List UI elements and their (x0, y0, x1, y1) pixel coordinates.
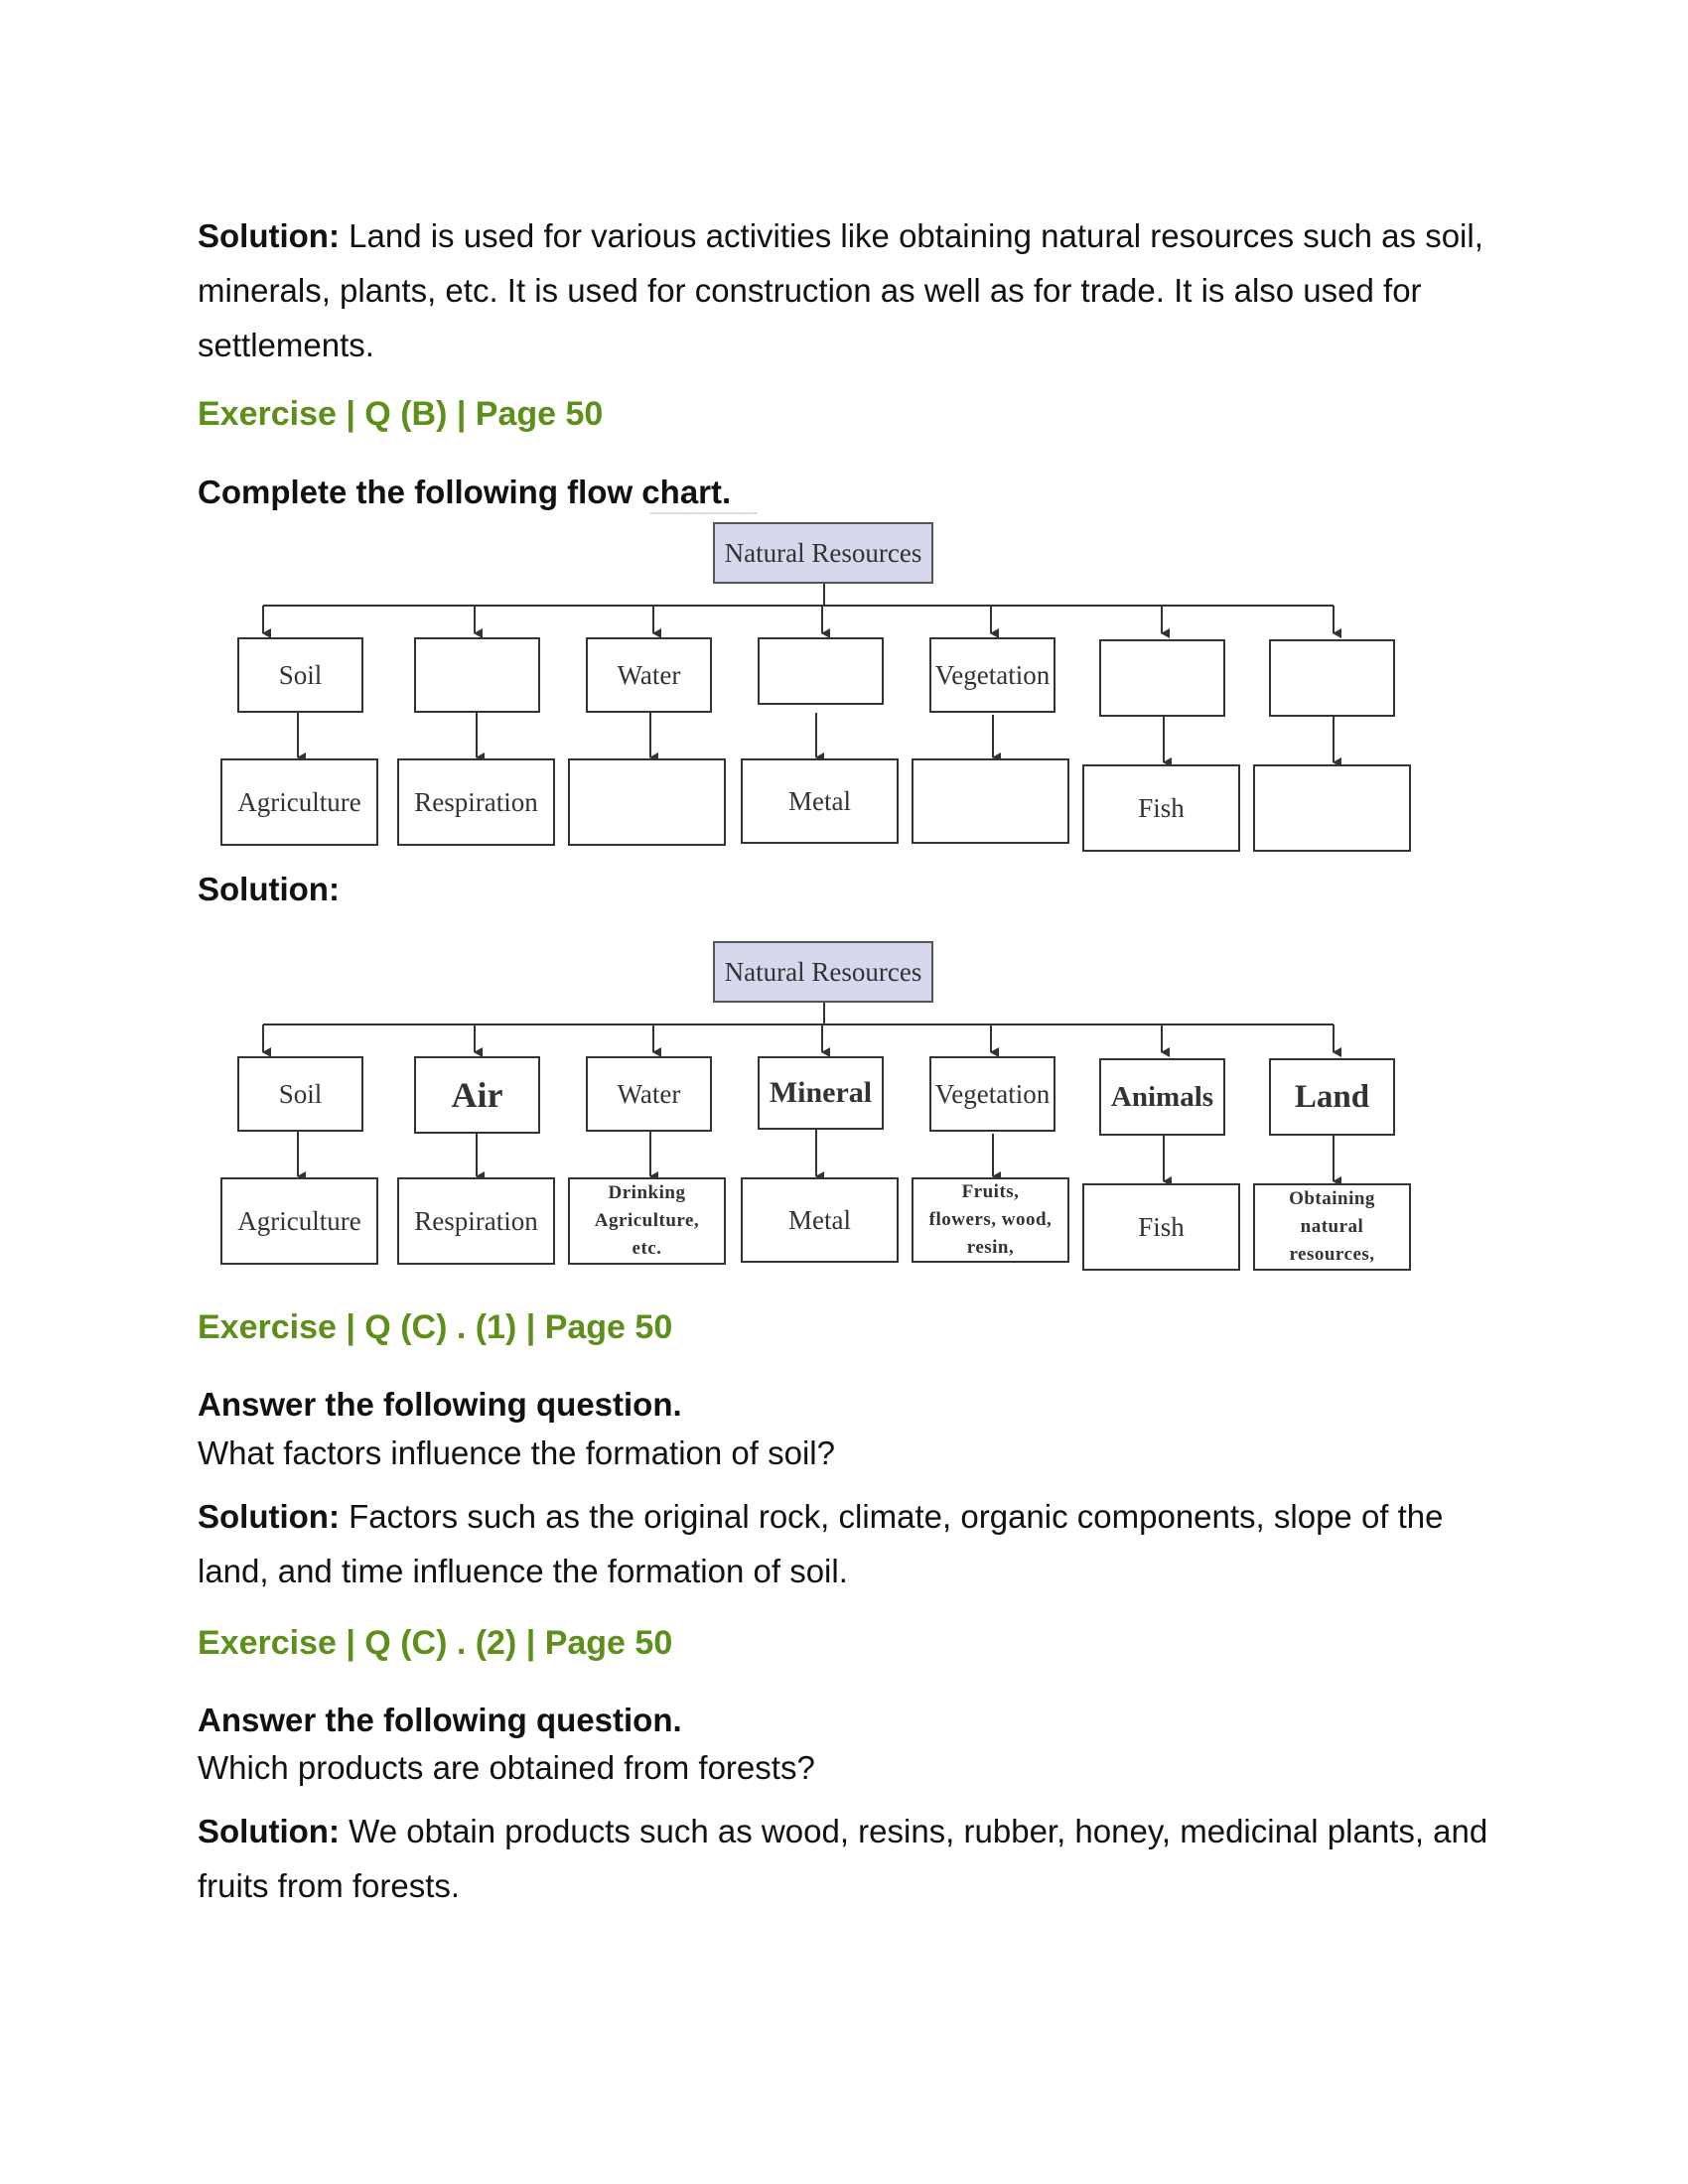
solution-text: We obtain products such as wood, resins, rubber, honey, medicinal plants, and fruits from forests. (198, 1813, 1488, 1904)
solution-label: Solution: (198, 1498, 340, 1535)
flowchart-answer (0, 925, 1688, 1302)
exercise-heading: Exercise | Q (B) | Page 50 (198, 395, 604, 433)
node-bottom-5 (912, 758, 1069, 844)
node-top-7 (1269, 639, 1395, 717)
node-bottom-2: Respiration (397, 1177, 555, 1265)
solution-label: Solution: (198, 217, 340, 254)
node-top-6 (1099, 639, 1225, 717)
flowchart-question (0, 506, 1688, 884)
question-prompt: Answer the following question. (198, 1702, 682, 1738)
node-top-3: Water (586, 1056, 712, 1132)
node-bottom-6: Fish (1082, 764, 1240, 852)
answer-paragraph (198, 1804, 1488, 1913)
solution-text: Factors such as the original rock, climate, organic components, slope of the land, and time influence the formation of soil. (198, 1498, 1444, 1589)
node-top-6: Animals (1099, 1058, 1225, 1136)
node-top-2 (414, 637, 540, 713)
question-text: Which products are obtained from forests? (198, 1749, 815, 1786)
node-bottom-3 (568, 758, 726, 846)
node-top-5: Vegetation (929, 1056, 1055, 1132)
node-top-1: Soil (237, 1056, 363, 1132)
exercise-heading: Exercise | Q (C) . (2) | Page 50 (198, 1624, 673, 1662)
node-bottom-7: Obtaining natural resources, (1253, 1183, 1411, 1271)
node-bottom-3: Drinking Agriculture, etc. (568, 1177, 726, 1265)
node-top-4 (758, 637, 884, 705)
question-prompt: Complete the following flow chart. (198, 474, 732, 510)
node-bottom-1: Agriculture (220, 758, 378, 846)
node-bottom-1: Agriculture (220, 1177, 378, 1265)
node-top-3: Water (586, 637, 712, 713)
question-prompt: Answer the following question. (198, 1386, 682, 1423)
node-bottom-4: Metal (741, 1177, 899, 1263)
answer-paragraph (198, 1489, 1488, 1598)
node-bottom-7 (1253, 764, 1411, 852)
node-top-5: Vegetation (929, 637, 1055, 713)
node-top-2: Air (414, 1056, 540, 1134)
node-natural-resources: Natural Resources (713, 522, 933, 584)
node-bottom-2: Respiration (397, 758, 555, 846)
solution-text: Land is used for various activities like obtaining natural resources such as soil, minerals, plants, etc. It is used for construction as well as for trade. It is also used for settlements. (198, 217, 1483, 363)
question-text: What factors influence the formation of soil? (198, 1434, 835, 1471)
node-top-1: Soil (237, 637, 363, 713)
solution-label: Solution: (198, 1813, 340, 1849)
node-top-4: Mineral (758, 1056, 884, 1130)
exercise-heading: Exercise | Q (C) . (1) | Page 50 (198, 1308, 673, 1346)
node-top-7: Land (1269, 1058, 1395, 1136)
node-natural-resources: Natural Resources (713, 941, 933, 1003)
node-bottom-6: Fish (1082, 1183, 1240, 1271)
node-bottom-4: Metal (741, 758, 899, 844)
intro-solution (198, 208, 1488, 372)
solution-heading: Solution: (198, 871, 340, 907)
node-bottom-5: Fruits, flowers, wood, resin, (912, 1177, 1069, 1263)
